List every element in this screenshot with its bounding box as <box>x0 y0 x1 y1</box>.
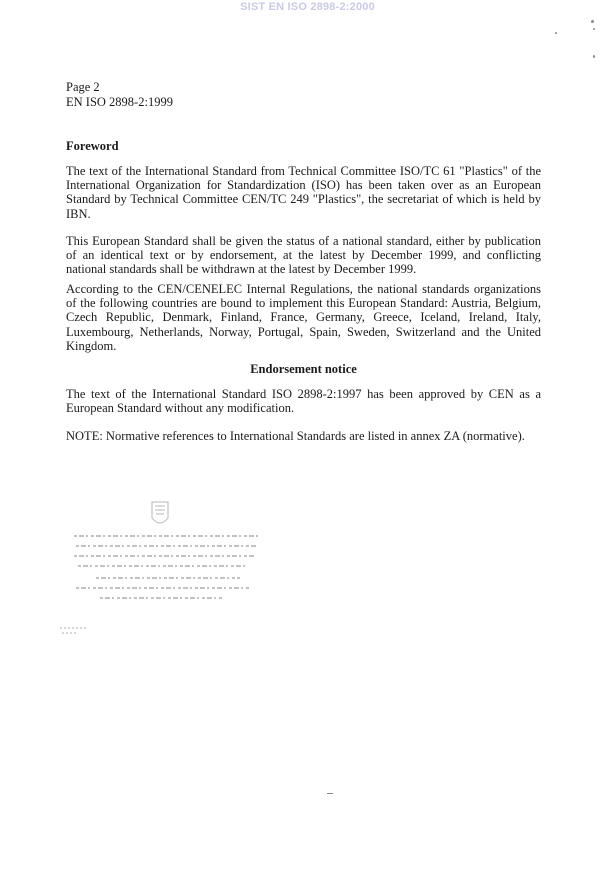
scan-speck <box>593 55 595 58</box>
page-header <box>66 80 173 110</box>
foreword-paragraph-1: The text of the International Standard from Technical Committee ISO/TC 61 "Plastics" of the International Organization for Standardization (ISO) has been taken over as an European Standard by Technical Committee CEN/TC 249 "Plastics", the secretariat of which is held by IBN. <box>66 164 541 221</box>
document-watermark: SIST EN ISO 2898-2:2000 <box>240 1 375 13</box>
foreword-heading: Foreword <box>66 139 119 153</box>
scan-speck <box>591 20 594 23</box>
endorsement-paragraph-1: The text of the International Standard ISO 2898-2:1997 has been approved by CEN as a European Standard without any modification. <box>66 387 541 416</box>
scan-speck <box>555 32 557 34</box>
faded-mark <box>60 622 100 638</box>
endorsement-note: NOTE: Normative references to International Standards are listed in annex ZA (normative). <box>66 429 525 443</box>
endorsement-heading: Endorsement notice <box>250 362 357 376</box>
foreword-paragraph-3: According to the CEN/CENELEC Internal Regulations, the national standards organizations of the following countries are bound to implement this European Standard: Austria, Belgium, Czech Republic, Denmark, Finland, France, Germany, Greece, Iceland, Ireland, Italy, Luxembourg, Netherlands, Norway, Portugal, Spain, Sweden, Switzerland and the United Kingdom. <box>66 282 541 353</box>
foreword-paragraph-2: This European Standard shall be given the status of a national standard, either by publication of an identical text or by endorsement, at the latest by December 1999, and conflicting national standards shall be withdrawn at the latest by December 1999. <box>66 234 541 277</box>
page-number: Page 2 <box>66 80 100 94</box>
scan-speck <box>593 28 595 30</box>
faded-stamp-image <box>70 500 270 620</box>
scan-speck <box>327 793 333 794</box>
standard-reference: EN ISO 2898-2:1999 <box>66 95 173 109</box>
